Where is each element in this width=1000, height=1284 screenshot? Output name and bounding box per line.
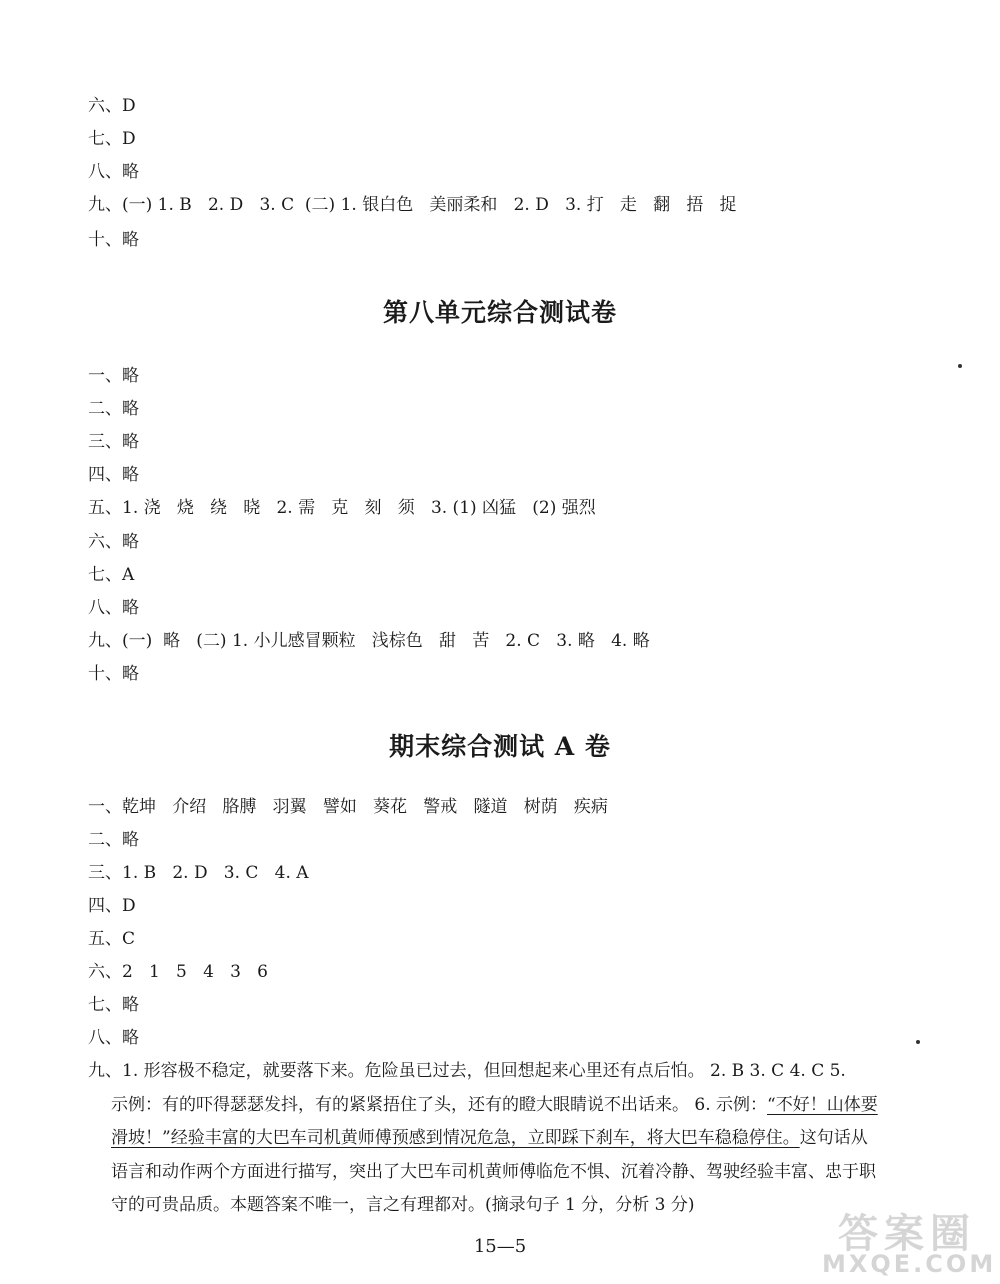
answer-line: 四、D <box>88 896 136 916</box>
answer-line: 三、1. B 2. D 3. C 4. A <box>88 863 309 883</box>
scan-mark <box>958 364 962 368</box>
scan-mark <box>916 1040 920 1044</box>
answer-line: 一、略 <box>88 366 139 386</box>
answer-line: 六、2 1 5 4 3 6 <box>88 962 268 982</box>
answer-line: 一、乾坤 介绍 胳膊 羽翼 譬如 葵花 警戒 隧道 树荫 疾病 <box>88 797 608 817</box>
underlined-quote: 滑坡！”经验丰富的大巴车司机黄师傅预感到情况危急，立即踩下刹车，将大巴车稳稳停住。 <box>111 1128 800 1148</box>
paragraph-text: 这句话从语 <box>111 1128 868 1182</box>
answer-line: 六、略 <box>88 532 139 552</box>
answer-line: 九、(一) 略 (二) 1. 小儿感冒颗粒 浅棕色 甜 苦 2. C 3. 略 4. 略 <box>88 631 650 651</box>
answer-line: 二、略 <box>88 830 139 850</box>
watermark-logo <box>822 1202 997 1282</box>
answer-line: 七、D <box>88 129 136 149</box>
answer-line: 十、略 <box>88 230 139 250</box>
page-number: 15—5 <box>473 1236 527 1257</box>
paragraph-text: 言和动作两个方面进行描写，突出了大巴车司机黄师傅临危不惧、沉着冷静、驾驶经验丰富、忠于职守的 <box>111 1161 876 1215</box>
answer-line: 八、略 <box>88 598 139 618</box>
paragraph-body <box>88 1089 878 1223</box>
paragraph-line: 九、1. 形容极不稳定，就要落下来。危险虽已过去，但回想起来心里还有点后怕。 2. B 3. C 4. C 5. <box>88 1061 846 1081</box>
answer-line: 七、略 <box>88 995 139 1015</box>
answer-line: 六、D <box>88 96 136 116</box>
paragraph-text: 示例：有的吓得瑟瑟发抖，有的紧紧捂住了头，还有的瞪大眼睛说不出话来。 6. 示例： <box>111 1094 768 1115</box>
answer-line: 五、1. 浇 烧 绕 晓 2. 需 克 刻 须 3. (1) 凶猛 (2) 强烈 <box>88 498 596 518</box>
section-title: 第八单元综合测试卷 <box>382 298 617 327</box>
watermark-url: MXQE.COM <box>822 1250 997 1278</box>
answer-line: 八、略 <box>88 1028 139 1048</box>
watermark-text: 答案圈 <box>838 1211 976 1257</box>
answer-line: 九、(一) 1. B 2. D 3. C (二) 1. 银白色 美丽柔和 2. D 3. 打 走 翻 捂 捉 <box>88 195 737 215</box>
answer-line: 十、略 <box>88 664 139 684</box>
paragraph-text: 可贵品质。本题答案不唯一，言之有理都对。(摘录句子 1 分，分析 3 分) <box>145 1195 695 1215</box>
answer-line: 五、C <box>88 929 136 949</box>
underlined-quote: “不好！山体要 <box>767 1094 878 1115</box>
answer-paragraph <box>88 1055 878 1223</box>
answer-line: 八、略 <box>88 162 139 182</box>
answer-line: 七、A <box>88 565 135 585</box>
section-title: 期末综合测试 A 卷 <box>389 732 611 761</box>
answer-line: 四、略 <box>88 465 139 485</box>
answer-line: 二、略 <box>88 399 139 419</box>
answer-line: 三、略 <box>88 432 139 452</box>
